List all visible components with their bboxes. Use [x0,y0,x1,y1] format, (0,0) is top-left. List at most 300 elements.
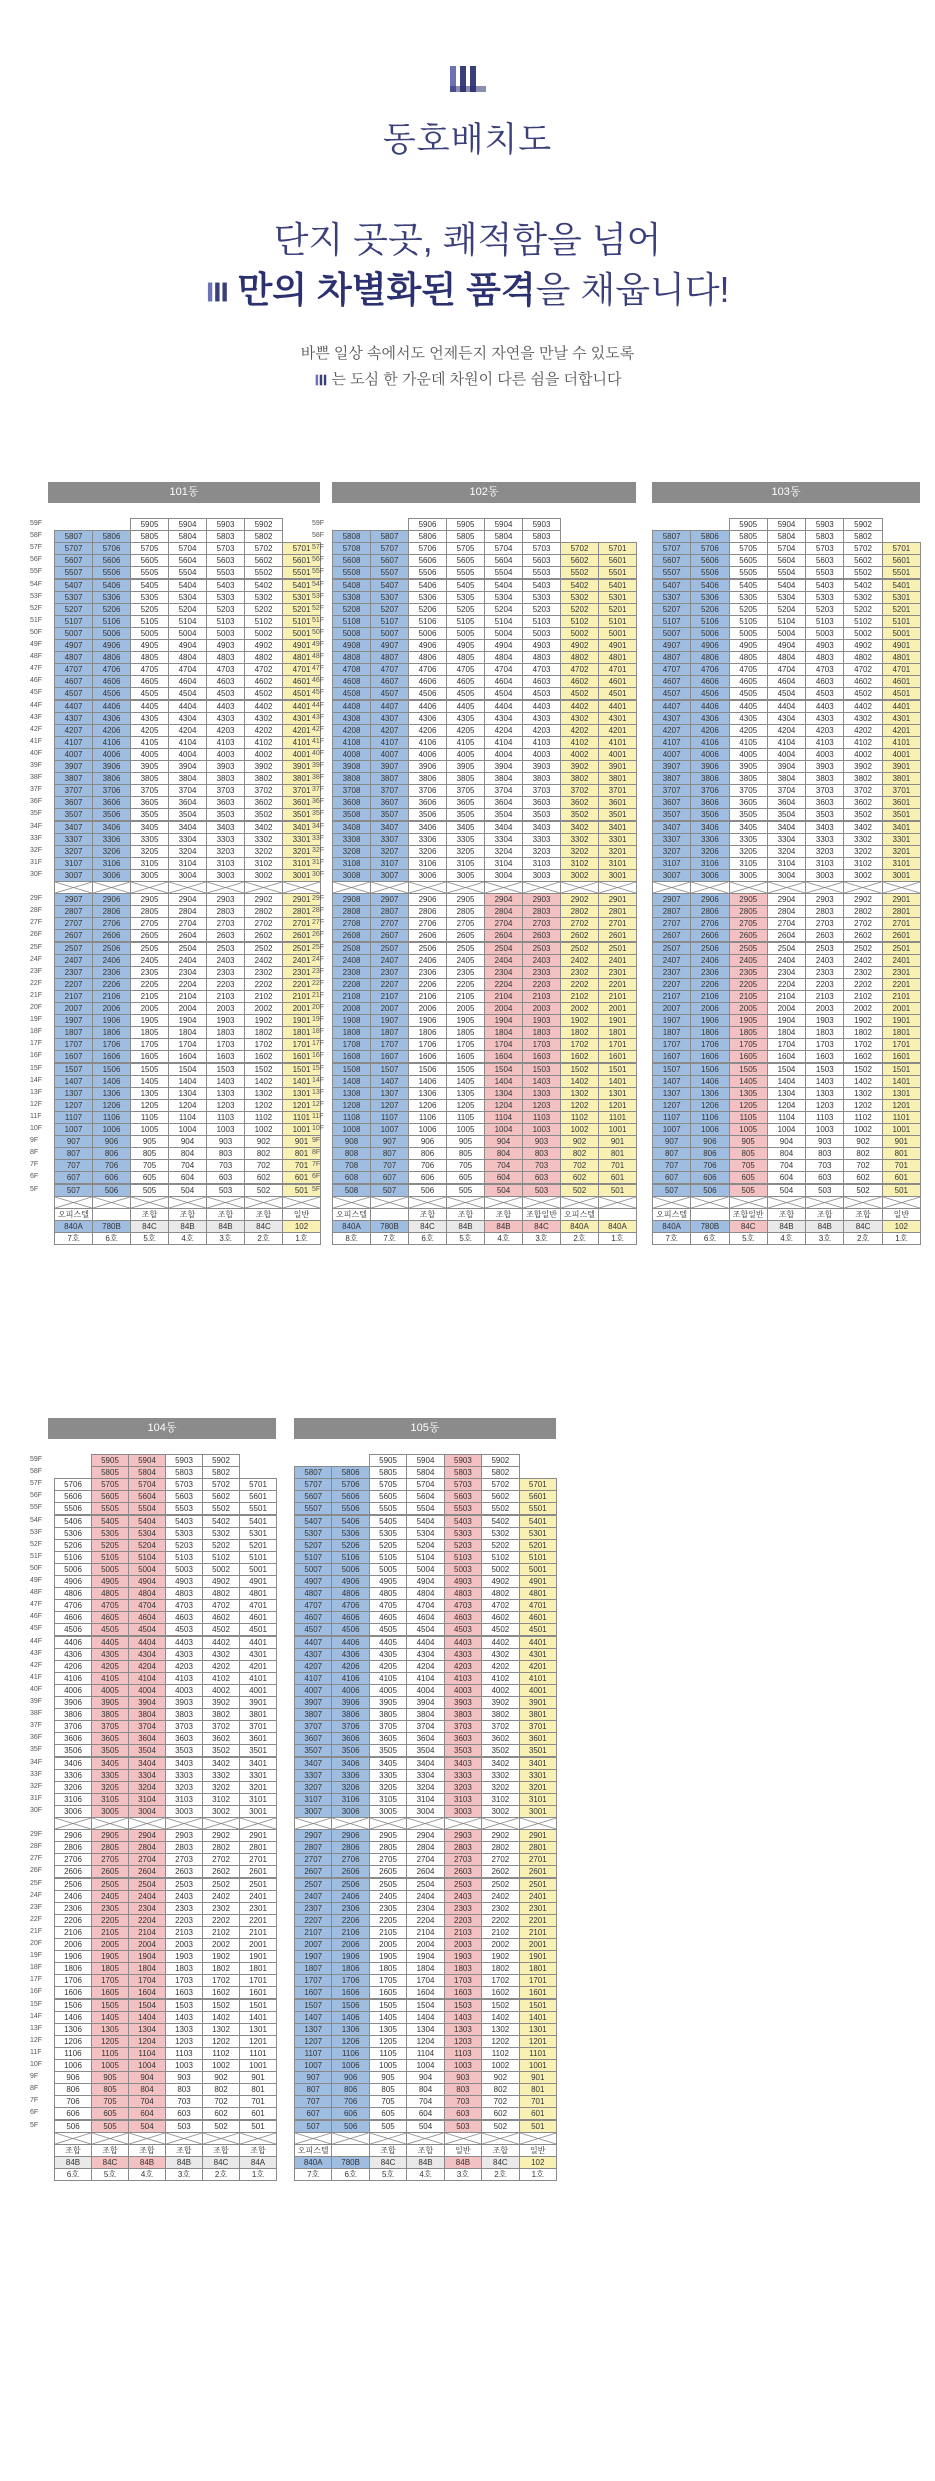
unit-cell: 2303 [206,966,245,979]
unit-cell: 2603 [165,1865,203,1878]
unit-cell: 3906 [54,1696,92,1709]
unit-cell: 4904 [128,1575,166,1588]
line-number-cell: 6호 [690,1232,729,1245]
unit-cell: 4502 [843,687,882,700]
unit-cell: 2304 [406,1902,444,1915]
unit-cell: 4605 [91,1611,129,1624]
unit-cell: 2301 [519,1902,557,1915]
line-number-cell: 1호 [598,1232,637,1245]
unit-cell: 4003 [444,1684,482,1697]
unit-cell: 1908 [332,1014,371,1027]
unit-cell: 3006 [54,1805,92,1818]
unit-cell: 5905 [729,518,768,531]
unit-type-cell: 오피스텔 [652,1208,691,1221]
unit-cell: 4706 [54,1599,92,1612]
unit-cell: 5106 [54,1551,92,1564]
unit-cell: 1405 [130,1075,169,1088]
unit-cell: 2505 [130,942,169,955]
unit-cell: 3408 [332,821,371,834]
unit-cell: 4005 [729,748,768,761]
unit-cell: 3401 [282,821,321,834]
line-number-cell: 3호 [805,1232,844,1245]
unit-cell: 5202 [481,1539,519,1552]
unit-cell: 3607 [370,796,409,809]
unit-cell: 4101 [598,736,637,749]
unit-cell: 1201 [239,2035,277,2048]
floor-label: 48F [30,1589,43,1597]
unit-cell: 4605 [130,675,169,688]
unit-type-cell: 조합 [54,2144,92,2157]
piloti-cross-icon [283,1197,320,1208]
unit-cell: 2906 [54,1829,92,1842]
floor-label: 45F [312,689,325,697]
unit-cell: 2702 [202,1853,240,1866]
unit-cell: 4404 [484,700,523,713]
unit-cell: 2404 [767,954,806,967]
unit-cell: 5707 [54,542,93,555]
unit-cell: 2103 [444,1926,482,1939]
unit-cell: 1403 [444,2011,482,2024]
unit-cell: 4301 [598,712,637,725]
unit-cell: 5003 [444,1563,482,1576]
unit-cell: 1405 [729,1075,768,1088]
floor-label: 7F [30,1161,39,1169]
unit-cell: 5006 [408,627,447,640]
unit-cell: 4101 [519,1672,557,1685]
unit-cell: 5903 [522,518,561,531]
unit-cell: 4102 [244,736,283,749]
unit-cell: 5704 [168,542,207,555]
unit-cell: 1304 [168,1087,207,1100]
unit-type-cell: 오피스텔 [54,1208,93,1221]
unit-cell: 1005 [130,1123,169,1136]
unit-cell: 3803 [206,772,245,785]
unit-cell: 4803 [444,1587,482,1600]
unit-cell: 1703 [206,1038,245,1051]
unit-cell: 2307 [652,966,691,979]
unit-cell: 5206 [408,603,447,616]
unit-cell: 3607 [652,796,691,809]
unit-cell: 1106 [92,1111,131,1124]
unit-cell: 4801 [519,1587,557,1600]
unit-cell: 3804 [128,1708,166,1721]
unit-cell: 1002 [481,2059,519,2072]
unit-cell: 3206 [92,845,131,858]
unit-cell: 1504 [406,1999,444,2012]
unit-cell: 2207 [370,978,409,991]
unit-cell: 4303 [206,712,245,725]
unit-cell: 1607 [294,1986,332,1999]
floor-label: 32F [312,846,325,854]
unit-cell: 1406 [331,2011,369,2024]
unit-cell: 4801 [882,651,921,664]
unit-cell: 1706 [331,1974,369,1987]
unit-cell: 2803 [444,1841,482,1854]
unit-cell: 3902 [481,1696,519,1709]
unit-cell: 4505 [446,687,485,700]
unit-cell: 5902 [202,1454,240,1467]
floor-label: 50F [30,1564,43,1572]
unit-cell: 5106 [690,615,729,628]
unit-cell: 5804 [406,1466,444,1479]
unit-cell: 5604 [406,1490,444,1503]
floor-label: 14F [30,2012,43,2020]
unit-cell: 607 [370,1171,409,1184]
line-number-cell: 8호 [332,1232,371,1245]
unit-cell: 3508 [332,808,371,821]
unit-cell: 4704 [128,1599,166,1612]
unit-cell: 1807 [294,1962,332,1975]
unit-cell: 2905 [130,893,169,906]
unit-cell: 4706 [690,663,729,676]
unit-cell: 706 [690,1159,729,1172]
unit-cell: 904 [128,2071,166,2084]
unit-cell: 5107 [370,615,409,628]
unit-cell: 5404 [767,579,806,592]
unit-cell: 5904 [767,518,806,531]
unit-size-cell: 780B [370,1220,409,1233]
unit-cell: 3907 [652,760,691,773]
unit-cell: 4205 [130,724,169,737]
unit-cell: 4703 [444,1599,482,1612]
unit-cell: 3202 [560,845,599,858]
unit-cell: 4707 [652,663,691,676]
unit-cell: 5401 [598,579,637,592]
unit-cell: 3708 [332,784,371,797]
piloti-cross-icon [93,882,130,893]
unit-cell: 3706 [54,1720,92,1733]
unit-cell: 4202 [244,724,283,737]
piloti-cross-icon [768,882,805,893]
unit-cell: 1606 [408,1050,447,1063]
unit-type-cell: 조합 [767,1208,806,1221]
unit-cell: 3305 [130,833,169,846]
unit-cell: 1504 [767,1063,806,1076]
unit-cell: 4306 [331,1648,369,1661]
unit-cell: 1401 [598,1075,637,1088]
piloti-cross-icon [203,1818,239,1829]
unit-cell: 3104 [128,1793,166,1806]
unit-cell: 502 [843,1184,882,1197]
floor-label: 46F [30,677,43,685]
unit-cell: 4708 [332,663,371,676]
unit-cell: 4603 [522,675,561,688]
unit-cell: 1801 [239,1962,277,1975]
unit-cell: 1802 [843,1026,882,1039]
unit-cell: 705 [130,1159,169,1172]
unit-cell: 5403 [206,579,245,592]
unit-cell: 2802 [244,905,283,918]
unit-cell: 4807 [370,651,409,664]
unit-cell: 807 [294,2083,332,2096]
unit-cell: 4607 [652,675,691,688]
unit-cell: 1707 [294,1974,332,1987]
unit-cell: 3204 [767,845,806,858]
unit-cell: 2904 [128,1829,166,1842]
unit-cell: 5605 [369,1490,407,1503]
unit-cell: 4507 [54,687,93,700]
unit-cell: 4102 [481,1672,519,1685]
unit-cell: 3503 [206,808,245,821]
unit-cell: 502 [481,2120,519,2133]
unit-cell: 1701 [282,1038,321,1051]
unit-cell: 2501 [282,942,321,955]
unit-cell: 4402 [843,700,882,713]
unit-cell: 5501 [598,566,637,579]
unit-cell: 4207 [652,724,691,737]
unit-cell: 1003 [805,1123,844,1136]
unit-cell: 1407 [54,1075,93,1088]
unit-cell: 5807 [294,1466,332,1479]
unit-cell: 2903 [805,893,844,906]
unit-cell: 2208 [332,978,371,991]
unit-cell: 1502 [244,1063,283,1076]
unit-size-cell: 84B [128,2156,166,2169]
unit-cell: 5005 [369,1563,407,1576]
unit-cell: 2204 [128,1914,166,1927]
unit-cell: 2402 [560,954,599,967]
unit-cell: 3506 [690,808,729,821]
unit-cell: 5605 [91,1490,129,1503]
unit-cell: 2804 [406,1841,444,1854]
unit-cell: 1602 [202,1986,240,1999]
floor-label: 16F [30,1988,43,1996]
floor-label: 29F [30,895,43,903]
unit-cell: 5604 [767,554,806,567]
unit-cell: 1706 [408,1038,447,1051]
unit-cell: 1302 [244,1087,283,1100]
unit-cell: 2403 [165,1890,203,1903]
unit-cell: 5205 [446,603,485,616]
unit-cell: 2705 [91,1853,129,1866]
floor-label: 51F [30,1552,43,1560]
piloti-cross-icon [730,882,767,893]
unit-cell: 1205 [130,1099,169,1112]
unit-cell: 5201 [598,603,637,616]
unit-cell: 5101 [282,615,321,628]
unit-cell: 1903 [165,1950,203,1963]
unit-cell: 506 [408,1184,447,1197]
unit-cell: 3505 [91,1744,129,1757]
unit-cell: 4602 [843,675,882,688]
unit-cell: 2703 [206,917,245,930]
unit-cell: 2104 [168,990,207,1003]
unit-cell: 905 [130,1135,169,1148]
unit-cell: 4703 [805,663,844,676]
unit-cell: 4307 [294,1648,332,1661]
unit-cell: 902 [244,1135,283,1148]
unit-cell: 4701 [239,1599,277,1612]
unit-cell: 1506 [408,1063,447,1076]
unit-cell: 4404 [168,700,207,713]
unit-cell: 5305 [91,1527,129,1540]
unit-cell: 2607 [54,929,93,942]
floor-label: 35F [30,810,43,818]
unit-cell: 1806 [408,1026,447,1039]
unit-cell: 706 [92,1159,131,1172]
unit-cell: 5503 [444,1502,482,1515]
unit-cell: 1204 [406,2035,444,2048]
unit-cell: 2602 [560,929,599,942]
unit-cell: 4102 [202,1672,240,1685]
unit-cell: 3106 [331,1793,369,1806]
unit-cell: 3403 [444,1757,482,1770]
unit-cell: 5604 [484,554,523,567]
unit-cell: 5002 [481,1563,519,1576]
unit-cell: 4107 [294,1672,332,1685]
line-number-cell: 1호 [519,2168,557,2181]
unit-cell: 4007 [294,1684,332,1697]
floor-label: 35F [30,1746,43,1754]
unit-cell: 2705 [446,917,485,930]
unit-cell: 5406 [54,1515,92,1528]
unit-cell: 3407 [294,1757,332,1770]
unit-cell: 1007 [294,2059,332,2072]
unit-cell: 1303 [444,2023,482,2036]
unit-cell: 4202 [560,724,599,737]
unit-cell: 4403 [165,1636,203,1649]
unit-cell: 3002 [481,1805,519,1818]
unit-cell: 5004 [484,627,523,640]
unit-cell: 2502 [843,942,882,955]
unit-cell: 5602 [560,554,599,567]
unit-cell: 707 [294,2095,332,2108]
subtitle-line-2-text: 는 도심 한 가운데 차원이 다른 쉼을 더합니다 [331,371,622,388]
unit-cell: 2305 [446,966,485,979]
unit-cell: 4001 [882,748,921,761]
unit-cell: 701 [519,2095,557,2108]
floor-label: 15F [312,1064,325,1072]
unit-cell: 1008 [332,1123,371,1136]
unit-cell: 2907 [294,1829,332,1842]
unit-cell: 3001 [282,869,321,882]
unit-cell: 5008 [332,627,371,640]
unit-cell: 3706 [331,1720,369,1733]
unit-cell: 1207 [294,2035,332,2048]
unit-cell: 1902 [202,1950,240,1963]
unit-cell: 3806 [408,772,447,785]
unit-cell: 1807 [370,1026,409,1039]
unit-cell: 1001 [519,2059,557,2072]
unit-cell: 5503 [522,566,561,579]
floor-label: 52F [30,604,43,612]
unit-cell: 1001 [598,1123,637,1136]
unit-cell: 1605 [369,1986,407,1999]
unit-cell: 1003 [206,1123,245,1136]
unit-cell: 5407 [652,579,691,592]
floor-label: 29F [312,895,325,903]
unit-cell: 4506 [54,1623,92,1636]
unit-cell: 3602 [843,796,882,809]
unit-cell: 2705 [369,1853,407,1866]
unit-cell: 2403 [444,1890,482,1903]
unit-cell: 5303 [206,591,245,604]
unit-cell: 4401 [882,700,921,713]
unit-cell: 2007 [652,1002,691,1015]
unit-cell: 2807 [54,905,93,918]
unit-cell: 5204 [406,1539,444,1552]
floor-label: 12F [30,1100,43,1108]
unit-cell: 5503 [805,566,844,579]
unit-cell: 2102 [244,990,283,1003]
unit-cell: 5301 [239,1527,277,1540]
unit-cell: 5002 [244,627,283,640]
unit-cell: 5705 [729,542,768,555]
unit-cell: 3204 [484,845,523,858]
unit-cell: 2104 [767,990,806,1003]
floor-label: 56F [312,556,325,564]
unit-cell: 5105 [369,1551,407,1564]
floor-label: 26F [30,931,43,939]
unit-cell: 1904 [406,1950,444,1963]
unit-cell: 3905 [729,760,768,773]
unit-cell: 1006 [690,1123,729,1136]
unit-cell: 2305 [91,1902,129,1915]
unit-cell: 2801 [882,905,921,918]
unit-cell: 4004 [767,748,806,761]
unit-cell: 1306 [54,2023,92,2036]
unit-cell: 5603 [206,554,245,567]
unit-cell: 601 [239,2107,277,2120]
unit-cell: 3104 [168,857,207,870]
unit-cell: 2406 [408,954,447,967]
floor-label: 58F [312,532,325,540]
unit-cell: 4804 [128,1587,166,1600]
unit-cell: 4805 [369,1587,407,1600]
unit-cell: 5804 [484,530,523,543]
unit-cell: 3901 [519,1696,557,1709]
unit-cell: 2403 [522,954,561,967]
unit-cell: 1005 [446,1123,485,1136]
unit-cell: 3802 [843,772,882,785]
unit-cell: 2407 [54,954,93,967]
piloti-cross-icon [240,2133,276,2144]
unit-cell: 3506 [54,1744,92,1757]
unit-cell: 4803 [522,651,561,664]
unit-cell: 705 [729,1159,768,1172]
unit-cell: 3805 [91,1708,129,1721]
unit-cell: 2403 [805,954,844,967]
unit-cell: 5203 [522,603,561,616]
unit-cell: 5606 [690,554,729,567]
unit-cell: 2402 [244,954,283,967]
unit-cell: 2808 [332,905,371,918]
unit-cell: 2101 [239,1926,277,1939]
unit-cell: 3202 [244,845,283,858]
line-number-cell: 3호 [206,1232,245,1245]
unit-cell: 1103 [165,2047,203,2060]
unit-cell: 4003 [165,1684,203,1697]
unit-cell: 1507 [652,1063,691,1076]
unit-cell: 1305 [446,1087,485,1100]
unit-cell: 5205 [91,1539,129,1552]
unit-cell: 3102 [244,857,283,870]
unit-cell: 5104 [128,1551,166,1564]
unit-cell: 3903 [444,1696,482,1709]
unit-cell: 1106 [690,1111,729,1124]
unit-cell: 1605 [91,1986,129,1999]
unit-cell: 1505 [91,1999,129,2012]
unit-type-cell: 조합 [168,1208,207,1221]
unit-cell: 1203 [522,1099,561,1112]
unit-cell: 3005 [729,869,768,882]
unit-cell: 2406 [690,954,729,967]
unit-cell: 2505 [91,1878,129,1891]
unit-cell: 2802 [560,905,599,918]
unit-cell: 4302 [843,712,882,725]
unit-cell: 4502 [560,687,599,700]
unit-cell: 4806 [408,651,447,664]
